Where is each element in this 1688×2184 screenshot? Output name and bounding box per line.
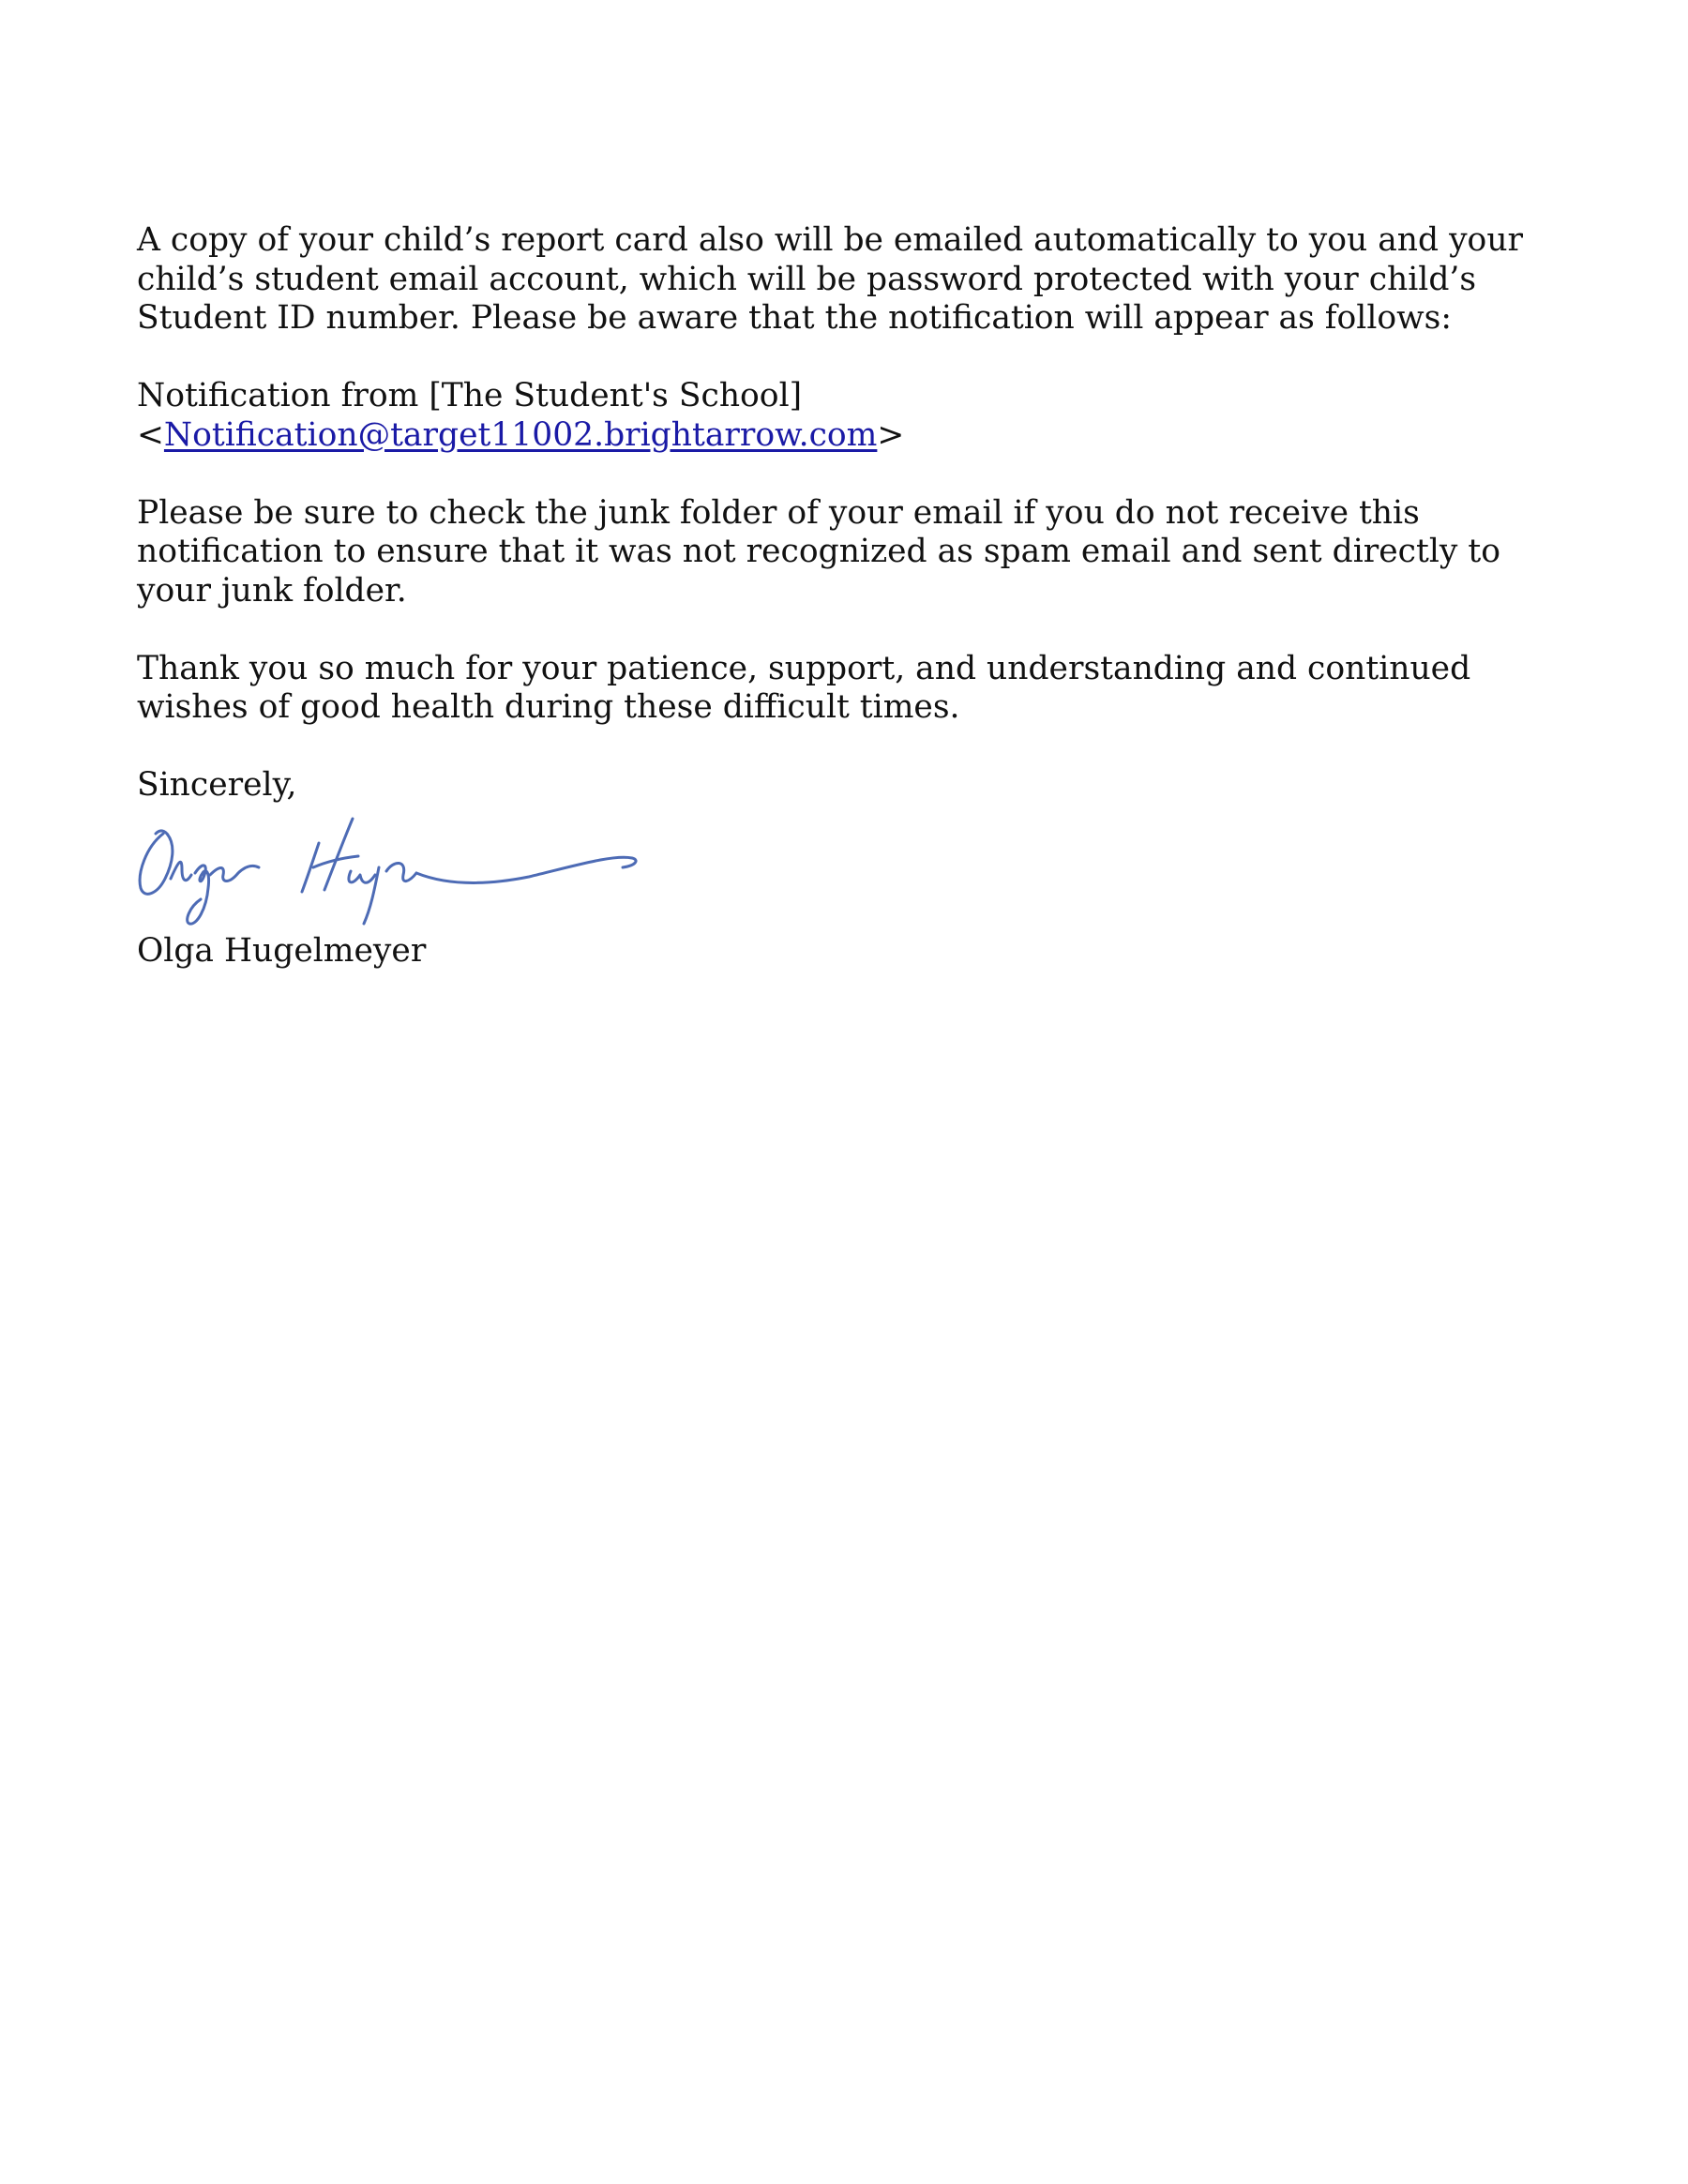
junk-folder-paragraph: Please be sure to check the junk folder of your email if you do not receive this notification to ensure that it was not recognized as spam email and sent directly to your junk folder. bbox=[137, 493, 1500, 610]
closing: Sincerely, bbox=[137, 766, 297, 804]
notification-line bbox=[137, 377, 1562, 455]
handwritten-signature bbox=[135, 806, 641, 932]
signer-name: Olga Hugelmeyer bbox=[137, 931, 427, 970]
report-card-paragraph: A copy of your child’s report card also will be emailed automatically to you and your child’s student email account, which will be password protected with your child’s Student ID number. Please be aware that the notification will appear as follows: bbox=[137, 221, 1524, 337]
thank-you-paragraph: Thank you so much for your patience, support, and understanding and continued wishes of good health during these difficult times. bbox=[137, 649, 1471, 726]
notification-suffix: > bbox=[877, 415, 905, 454]
letter-body bbox=[137, 221, 1562, 971]
notification-prefix: Notification from [The Student's School] < bbox=[137, 377, 803, 454]
notification-email-link[interactable]: Notification@target11002.brightarrow.com bbox=[163, 415, 878, 454]
